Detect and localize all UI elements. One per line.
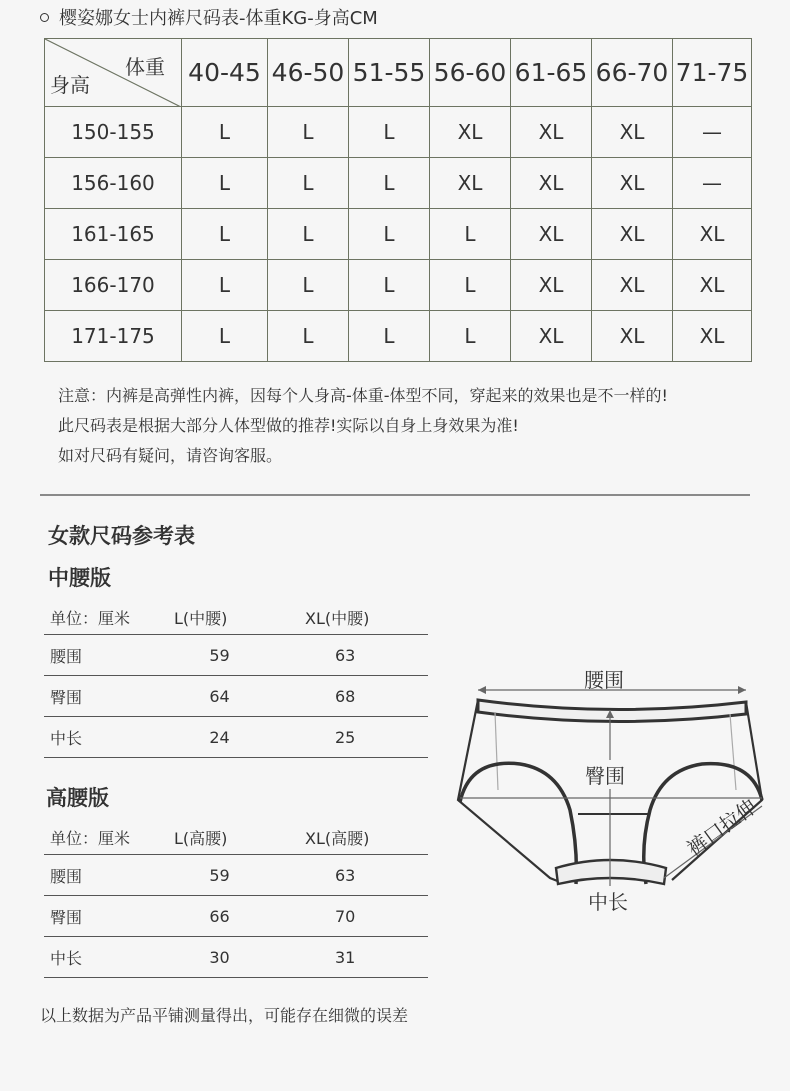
size-cell: L: [349, 209, 430, 260]
size-cell: L: [349, 311, 430, 362]
size-cell: L: [182, 158, 268, 209]
chart-title: [40, 4, 378, 30]
measure-value: 68: [335, 686, 356, 706]
underwear-diagram: [450, 660, 780, 920]
height-cell: 166-170: [45, 260, 182, 311]
size-cell: L: [268, 209, 349, 260]
section-divider: [40, 494, 750, 496]
measure-value: 31: [335, 947, 356, 967]
table-row: [44, 855, 428, 896]
weight-header: 40-45: [182, 39, 268, 107]
measure-value: 24: [209, 727, 230, 747]
size-grid-row: [45, 260, 752, 311]
corner-height-label: 身高: [50, 73, 90, 97]
size-cell: XL: [673, 260, 752, 311]
measure-value: 59: [209, 645, 230, 665]
size-notes: [58, 381, 668, 471]
measure-value: 63: [335, 865, 356, 885]
size-cell: L: [182, 260, 268, 311]
measure-value: 70: [335, 906, 356, 926]
size-cell: XL: [592, 107, 673, 158]
weight-header: 71-75: [673, 39, 752, 107]
size-cell: L: [268, 158, 349, 209]
women-chart-title: 女款尺码参考表: [48, 524, 195, 548]
waist-label: 腰围: [584, 668, 624, 692]
measure-value: 64: [209, 686, 230, 706]
size-cell: XL: [592, 260, 673, 311]
table-row: [44, 635, 428, 676]
measure-value: 66: [209, 906, 230, 926]
weight-header: 46-50: [268, 39, 349, 107]
weight-header: 56-60: [430, 39, 511, 107]
size-cell: XL: [673, 311, 752, 362]
mid-waist-title: 中腰版: [48, 566, 111, 590]
size-cell: L: [182, 107, 268, 158]
measure-label: 腰围: [50, 646, 83, 666]
size-cell: L: [349, 260, 430, 311]
size-grid-row: [45, 209, 752, 260]
size-cell: XL: [673, 209, 752, 260]
hip-label: 臀围: [585, 760, 625, 789]
size-cell: XL: [430, 107, 511, 158]
height-cell: 150-155: [45, 107, 182, 158]
size-cell: —: [673, 107, 752, 158]
unit-label: 单位：厘米: [50, 828, 131, 848]
size-cell: XL: [592, 209, 673, 260]
high-waist-table: [44, 820, 428, 978]
unit-label: 单位：厘米: [50, 608, 131, 628]
table-row: [44, 896, 428, 937]
column-header: L(高腰): [174, 828, 228, 848]
column-header: XL(中腰): [305, 608, 370, 628]
size-cell: XL: [511, 311, 592, 362]
weight-header: 61-65: [511, 39, 592, 107]
chart-title-text: 樱姿娜女士内裤尺码表-体重KG-身高CM: [59, 8, 378, 29]
size-cell: XL: [511, 158, 592, 209]
measure-label: 中长: [50, 728, 83, 748]
leg-opening-label: 裤口拉伸: [682, 794, 762, 861]
size-grid-row: [45, 107, 752, 158]
size-cell: XL: [511, 107, 592, 158]
size-cell: —: [673, 158, 752, 209]
measure-label: 臀围: [50, 907, 83, 927]
measure-value: 63: [335, 645, 356, 665]
size-cell: L: [430, 209, 511, 260]
size-cell: L: [349, 107, 430, 158]
size-cell: L: [182, 209, 268, 260]
size-cell: L: [430, 311, 511, 362]
table-row: [44, 717, 428, 758]
note-line: 此尺码表是根据大部分人体型做的推荐!实际以自身上身效果为准!: [58, 416, 519, 435]
table-row: [44, 937, 428, 978]
size-cell: XL: [430, 158, 511, 209]
note-line: 如对尺码有疑问，请咨询客服。: [58, 446, 283, 465]
measure-label: 腰围: [50, 866, 83, 886]
column-header: L(中腰): [174, 608, 228, 628]
size-cell: XL: [511, 209, 592, 260]
size-cell: L: [182, 311, 268, 362]
size-cell: XL: [592, 311, 673, 362]
measure-label: 中长: [50, 948, 83, 968]
size-grid-row: [45, 158, 752, 209]
size-cell: XL: [511, 260, 592, 311]
length-label: 中长: [588, 886, 628, 915]
mid-waist-table: [44, 600, 428, 758]
height-cell: 161-165: [45, 209, 182, 260]
measure-label: 臀围: [50, 687, 83, 707]
table-header: [44, 600, 428, 635]
bullet-icon: [40, 13, 49, 22]
table-header: [44, 820, 428, 855]
grid-corner: [45, 39, 182, 107]
measure-value: 59: [209, 865, 230, 885]
size-cell: L: [268, 107, 349, 158]
height-cell: 156-160: [45, 158, 182, 209]
footer-note: 以上数据为产品平铺测量得出，可能存在细微的误差: [40, 1006, 409, 1025]
corner-weight-label: 体重: [125, 55, 165, 79]
measure-value: 25: [335, 727, 356, 747]
size-cell: L: [268, 260, 349, 311]
size-grid-header: [45, 39, 752, 107]
measure-value: 30: [209, 947, 230, 967]
high-waist-title: 高腰版: [46, 786, 109, 810]
weight-header: 51-55: [349, 39, 430, 107]
height-cell: 171-175: [45, 311, 182, 362]
size-grid: [44, 38, 752, 362]
table-row: [44, 676, 428, 717]
weight-header: 66-70: [592, 39, 673, 107]
note-line: 注意：内裤是高弹性内裤，因每个人身高-体重-体型不同，穿起来的效果也是不一样的!: [58, 386, 668, 405]
size-cell: XL: [592, 158, 673, 209]
column-header: XL(高腰): [305, 828, 370, 848]
underwear-outline: [450, 660, 780, 920]
size-cell: L: [268, 311, 349, 362]
size-cell: L: [349, 158, 430, 209]
size-cell: L: [430, 260, 511, 311]
size-grid-row: [45, 311, 752, 362]
